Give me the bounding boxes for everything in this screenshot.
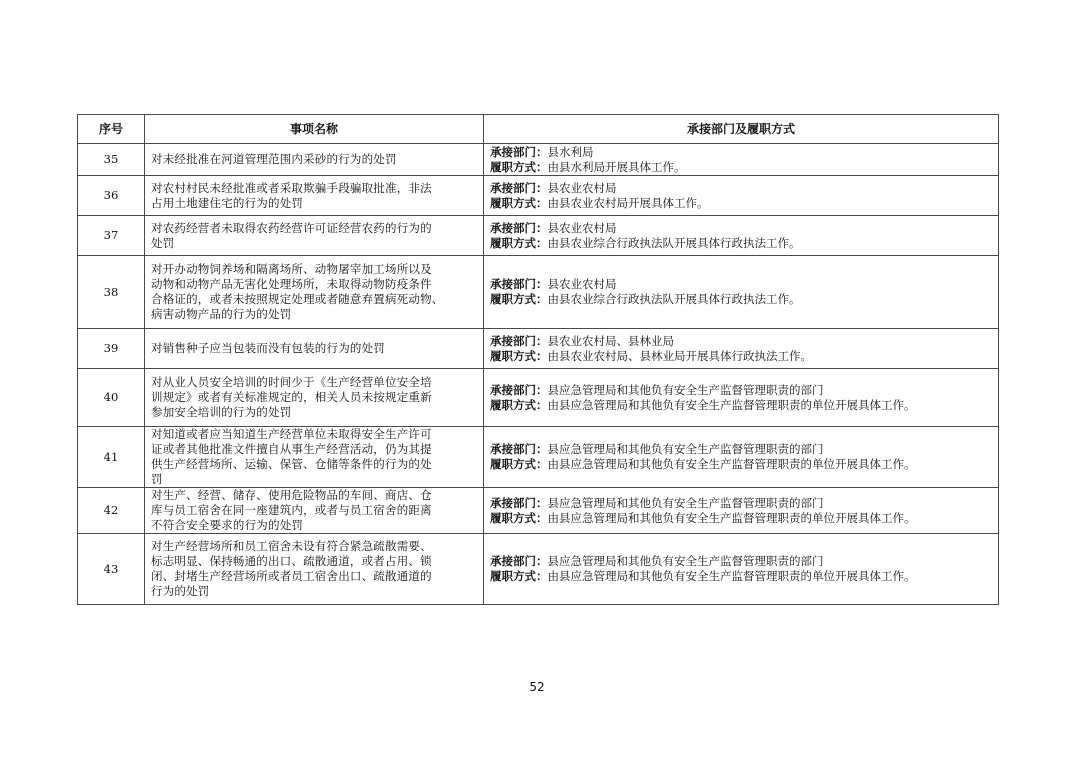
- method-label: 履职方式：: [490, 195, 548, 210]
- method-value: 由县农业农村局开展具体工作。: [547, 195, 709, 210]
- dept-value: 县水利局: [547, 144, 594, 159]
- dept-label: 承接部门：: [490, 382, 548, 397]
- dept-line: [490, 442, 992, 457]
- item-name-line: 供生产经营场所、运输、保管、仓储等条件的行为的处: [151, 457, 432, 471]
- dept-value: 县应急管理局和其他负有安全生产监督管理职责的部门: [547, 442, 824, 456]
- item-name-line: 处罚: [151, 235, 175, 250]
- item-name-line: 不符合安全要求的行为的处罚: [151, 518, 304, 532]
- dept-value: 县农业农村局: [547, 220, 617, 235]
- table-row: [78, 256, 999, 329]
- item-name-line: 动物和动物产品无害化处理场所，未取得动物防疫条件: [151, 277, 432, 291]
- dept-value: 县应急管理局和其他负有安全生产监督管理职责的部门: [547, 554, 824, 568]
- dept-label: 承接部门：: [490, 442, 548, 456]
- method-value: 由县农业农村局、县林业局开展具体行政执法工作。: [547, 348, 812, 363]
- dept-line: [490, 145, 992, 160]
- item-name-line: 对销售种子应当包装而没有包装的行为的处罚: [151, 341, 385, 355]
- item-name-line: 对农药经营者未取得农药经营许可证经营农药的行为的: [151, 220, 432, 235]
- row-seq: 43: [78, 534, 145, 605]
- item-name-line: 训规定》或者有关标准规定的，相关人员未按规定重新: [151, 390, 432, 404]
- dept-label: 承接部门：: [490, 333, 548, 348]
- item-name-line: 闭、封堵生产经营场所或者员工宿舍出口、疏散通道的: [151, 569, 432, 583]
- method-line: [490, 160, 992, 175]
- item-name-line: 行为的处罚: [151, 584, 210, 598]
- item-name-line: 对从业人员安全培训的时间少于《生产经营单位安全培: [151, 375, 432, 389]
- method-value: 由县应急管理局和其他负有安全生产监督管理职责的单位开展具体工作。: [547, 397, 916, 412]
- row-item-name: [145, 488, 484, 534]
- dept-line: [490, 554, 992, 569]
- method-line: [490, 457, 992, 472]
- row-item-name: [145, 176, 484, 216]
- row-seq: 36: [78, 176, 145, 216]
- table-row: [78, 488, 999, 534]
- method-label: 履职方式：: [490, 397, 548, 412]
- dept-line: [490, 334, 992, 349]
- method-label: 履职方式：: [490, 569, 548, 583]
- row-seq: 37: [78, 216, 145, 256]
- row-item-name: [145, 144, 484, 176]
- method-value: 由县农业综合行政执法队开展具体行政执法工作。: [547, 235, 801, 250]
- method-line: [490, 511, 992, 526]
- dept-label: 承接部门：: [490, 495, 548, 510]
- row-item-name: [145, 427, 484, 488]
- method-label: 履职方式：: [490, 510, 548, 525]
- dept-label: 承接部门：: [490, 144, 548, 159]
- dept-value: 县农业农村局: [547, 180, 617, 195]
- item-name-line: 对农村村民未经批准或者采取欺骗手段骗取批准，非法: [151, 180, 432, 195]
- method-value: 由县应急管理局和其他负有安全生产监督管理职责的单位开展具体工作。: [547, 569, 916, 583]
- dept-line: [490, 277, 992, 292]
- table-row: [78, 176, 999, 216]
- dept-value: 县农业农村局、县林业局: [547, 333, 674, 348]
- row-seq: 41: [78, 427, 145, 488]
- row-item-name: [145, 534, 484, 605]
- method-label: 履职方式：: [490, 348, 548, 363]
- method-line: [490, 349, 992, 364]
- item-name-line: 病害动物产品的行为的处罚: [151, 307, 292, 321]
- row-dept-method: [484, 256, 999, 329]
- dept-value: 县应急管理局和其他负有安全生产监督管理职责的部门: [547, 382, 824, 397]
- dept-line: [490, 383, 992, 398]
- header-dept-method: 承接部门及履职方式: [484, 115, 999, 144]
- dept-line: [490, 221, 992, 236]
- method-line: [490, 398, 992, 413]
- table-row: [78, 369, 999, 427]
- row-dept-method: [484, 144, 999, 176]
- row-seq: 39: [78, 329, 145, 369]
- item-name-line: 参加安全培训的行为的处罚: [151, 405, 292, 419]
- row-seq: 40: [78, 369, 145, 427]
- method-value: 由县应急管理局和其他负有安全生产监督管理职责的单位开展具体工作。: [547, 510, 916, 525]
- item-name-line: 占用土地建住宅的行为的处罚: [151, 195, 304, 210]
- method-label: 履职方式：: [490, 235, 548, 250]
- row-dept-method: [484, 176, 999, 216]
- row-dept-method: [484, 427, 999, 488]
- method-value: 由县水利局开展具体工作。: [547, 159, 686, 174]
- dept-label: 承接部门：: [490, 220, 548, 235]
- method-value: 由县应急管理局和其他负有安全生产监督管理职责的单位开展具体工作。: [547, 457, 916, 471]
- method-line: [490, 236, 992, 251]
- table-row: [78, 144, 999, 176]
- table-row: [78, 427, 999, 488]
- item-name-line: 库与员工宿舍在同一座建筑内，或者与员工宿舍的距离: [151, 503, 432, 517]
- item-name-line: 对生产经营场所和员工宿舍未设有符合紧急疏散需要、: [151, 539, 432, 553]
- header-item-name: 事项名称: [145, 115, 484, 144]
- dept-label: 承接部门：: [490, 180, 548, 195]
- header-seq: 序号: [78, 115, 145, 144]
- method-label: 履职方式：: [490, 159, 548, 174]
- table-header-row: [78, 115, 999, 144]
- row-seq: 38: [78, 256, 145, 329]
- item-name-line: 对开办动物饲养场和隔离场所、动物屠宰加工场所以及: [151, 262, 432, 276]
- item-name-line: 对知道或者应当知道生产经营单位未取得安全生产许可: [151, 427, 432, 441]
- table-row: [78, 216, 999, 256]
- method-value: 由县农业综合行政执法队开展具体行政执法工作。: [547, 292, 801, 306]
- row-item-name: [145, 216, 484, 256]
- page-number: 52: [529, 680, 545, 694]
- row-seq: 42: [78, 488, 145, 534]
- row-dept-method: [484, 488, 999, 534]
- item-name-line: 标志明显、保持畅通的出口、疏散通道，或者占用、锁: [151, 554, 432, 568]
- row-item-name: [145, 256, 484, 329]
- dept-value: 县应急管理局和其他负有安全生产监督管理职责的部门: [547, 495, 824, 510]
- method-label: 履职方式：: [490, 292, 548, 306]
- method-line: [490, 196, 992, 211]
- dept-line: [490, 181, 992, 196]
- method-line: [490, 292, 992, 307]
- method-label: 履职方式：: [490, 457, 548, 471]
- table-body: [78, 144, 999, 605]
- row-item-name: [145, 369, 484, 427]
- row-dept-method: [484, 329, 999, 369]
- row-item-name: [145, 329, 484, 369]
- method-line: [490, 569, 992, 584]
- item-name-line: 罚: [151, 472, 163, 486]
- dept-line: [490, 496, 992, 511]
- table-row: [78, 534, 999, 605]
- row-seq: 35: [78, 144, 145, 176]
- dept-label: 承接部门：: [490, 554, 548, 568]
- item-name-line: 对生产、经营、储存、使用危险物品的车间、商店、仓: [151, 488, 432, 502]
- item-name-line: 合格证的，或者未按照规定处理或者随意弃置病死动物、: [151, 292, 444, 306]
- table-row: [78, 329, 999, 369]
- responsibility-table: [77, 114, 999, 605]
- row-dept-method: [484, 534, 999, 605]
- row-dept-method: [484, 369, 999, 427]
- item-name-line: 证或者其他批准文件擅自从事生产经营活动，仍为其提: [151, 442, 432, 456]
- row-dept-method: [484, 216, 999, 256]
- dept-value: 县农业农村局: [547, 277, 617, 291]
- dept-label: 承接部门：: [490, 277, 548, 291]
- item-name-line: 对未经批准在河道管理范围内采砂的行为的处罚: [151, 152, 397, 166]
